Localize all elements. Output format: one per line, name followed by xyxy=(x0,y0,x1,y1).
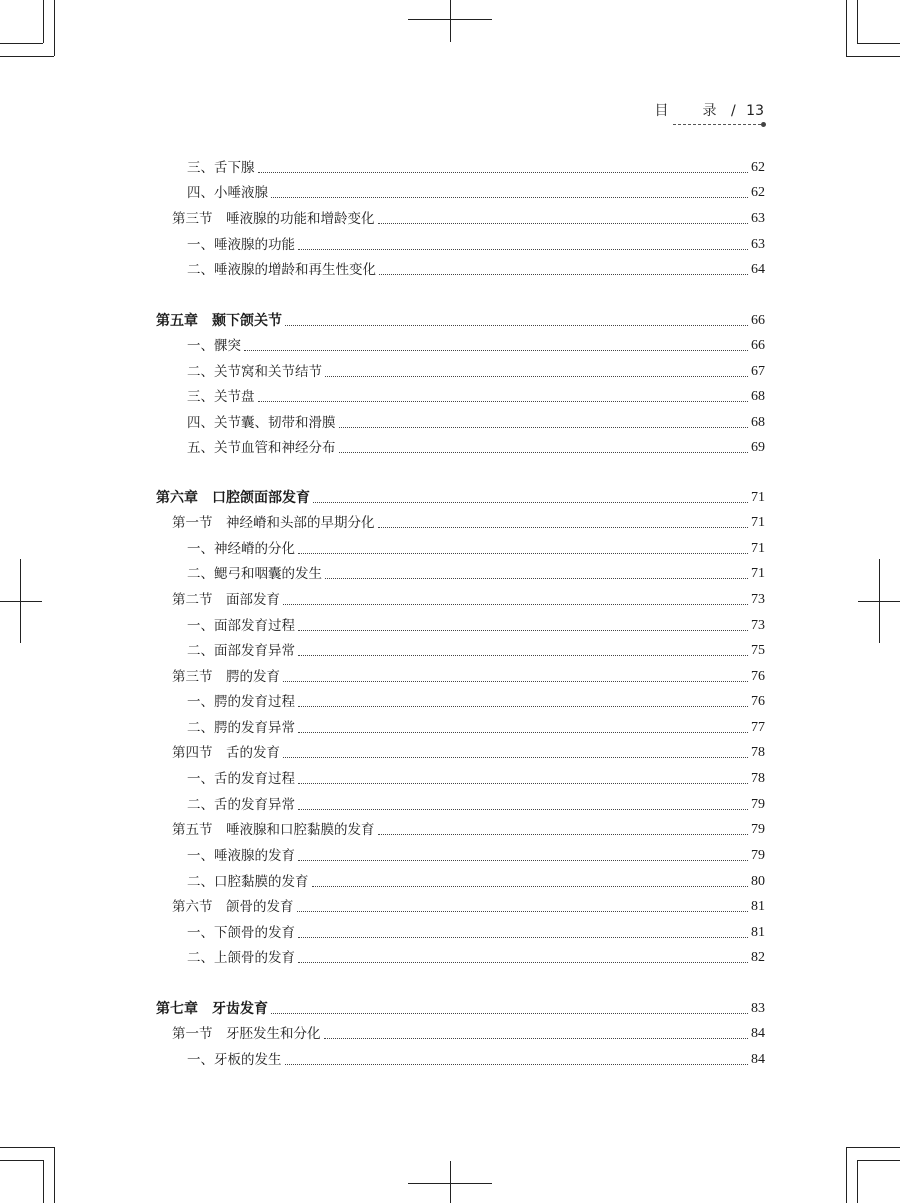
toc-entry-title: 二、面部发育异常 xyxy=(187,643,295,659)
dot-leader xyxy=(283,604,748,605)
dot-leader xyxy=(297,911,749,912)
dot-leader xyxy=(298,655,748,656)
dot-leader xyxy=(298,249,748,250)
toc-entry-title: 二、唾液腺的增龄和再生性变化 xyxy=(187,262,376,278)
toc-page-number: 67 xyxy=(751,364,765,379)
toc-entry-title: 一、唾液腺的功能 xyxy=(187,237,295,253)
dot-leader xyxy=(271,1013,748,1014)
dot-leader xyxy=(378,527,749,528)
dot-leader xyxy=(298,809,748,810)
toc-item xyxy=(0,413,900,433)
toc-entry-title: 一、腭的发育过程 xyxy=(187,694,295,710)
toc-page-number: 71 xyxy=(751,515,765,530)
toc-section xyxy=(0,590,900,610)
toc-page-number: 76 xyxy=(751,694,765,709)
toc-entry-title: 第五章 颞下颌关节 xyxy=(156,313,282,329)
dot-leader xyxy=(324,1038,749,1039)
toc-item xyxy=(0,769,900,789)
toc-item xyxy=(0,235,900,255)
toc-item xyxy=(0,692,900,712)
dot-leader xyxy=(285,325,748,326)
toc-page-number: 73 xyxy=(751,618,765,633)
dot-leader xyxy=(298,962,748,963)
toc-item xyxy=(0,183,900,203)
toc-item xyxy=(0,795,900,815)
dot-leader xyxy=(312,886,749,887)
toc-chapter xyxy=(0,999,900,1019)
toc-entry-title: 二、上颌骨的发育 xyxy=(187,950,295,966)
toc-item xyxy=(0,641,900,661)
header-separator: / xyxy=(731,103,736,119)
dot-leader xyxy=(298,706,748,707)
toc-page-number: 63 xyxy=(751,237,765,252)
dot-leader xyxy=(298,630,748,631)
toc-page-number: 71 xyxy=(751,566,765,581)
toc-item xyxy=(0,260,900,280)
dot-leader xyxy=(258,172,749,173)
toc-item xyxy=(0,336,900,356)
toc-page-number: 75 xyxy=(751,643,765,658)
toc-section xyxy=(0,743,900,763)
toc-entry-title: 一、唾液腺的发育 xyxy=(187,848,295,864)
toc-page-number: 84 xyxy=(751,1026,765,1041)
toc-page-number: 64 xyxy=(751,262,765,277)
toc-page-number: 66 xyxy=(751,338,765,353)
toc-entry-title: 一、面部发育过程 xyxy=(187,618,295,634)
toc-entry-title: 一、神经嵴的分化 xyxy=(187,541,295,557)
toc-page-number: 81 xyxy=(751,925,765,940)
dot-leader xyxy=(298,783,748,784)
toc-page-number: 84 xyxy=(751,1052,765,1067)
toc-entry-title: 第三节 腭的发育 xyxy=(172,669,280,685)
toc-page-number: 83 xyxy=(751,1001,765,1016)
toc-entry-title: 第六节 颌骨的发育 xyxy=(172,899,294,915)
toc-section xyxy=(0,897,900,917)
dot-leader xyxy=(283,681,748,682)
toc-entry-title: 二、鳃弓和咽囊的发生 xyxy=(187,566,322,582)
toc-item xyxy=(0,1050,900,1070)
dot-leader xyxy=(378,223,749,224)
toc-page-number: 68 xyxy=(751,415,765,430)
toc-entry-title: 二、腭的发育异常 xyxy=(187,720,295,736)
toc-entry-title: 三、舌下腺 xyxy=(187,160,255,176)
toc-page-number: 79 xyxy=(751,848,765,863)
dot-leader xyxy=(244,350,748,351)
dot-leader xyxy=(298,732,748,733)
toc-entry-title: 一、牙板的发生 xyxy=(187,1052,282,1068)
toc-item xyxy=(0,616,900,636)
toc-item xyxy=(0,872,900,892)
toc-page-number: 66 xyxy=(751,313,765,328)
toc-item xyxy=(0,948,900,968)
toc-page-number: 73 xyxy=(751,592,765,607)
toc-entry-title: 第五节 唾液腺和口腔黏膜的发育 xyxy=(172,822,375,838)
dot-leader xyxy=(325,578,748,579)
dot-leader xyxy=(298,937,748,938)
toc-entry-title: 一、舌的发育过程 xyxy=(187,771,295,787)
toc-item xyxy=(0,718,900,738)
header-title: 目 录 xyxy=(654,103,727,119)
toc-entry-title: 第一节 神经嵴和头部的早期分化 xyxy=(172,515,375,531)
toc-item xyxy=(0,564,900,584)
toc-page-number: 78 xyxy=(751,771,765,786)
dot-leader xyxy=(285,1064,749,1065)
toc-chapter xyxy=(0,311,900,331)
toc-page-number: 78 xyxy=(751,745,765,760)
toc-page-number: 82 xyxy=(751,950,765,965)
header-rule-dot xyxy=(761,122,766,127)
header-page-number: 13 xyxy=(746,103,764,119)
dot-leader xyxy=(298,553,748,554)
toc-entry-title: 第二节 面部发育 xyxy=(172,592,280,608)
dot-leader xyxy=(379,274,748,275)
dot-leader xyxy=(271,197,748,198)
dot-leader xyxy=(339,427,749,428)
dot-leader xyxy=(378,834,749,835)
toc-item xyxy=(0,362,900,382)
toc-entry-title: 第六章 口腔颌面部发育 xyxy=(156,490,310,506)
toc-entry-title: 第七章 牙齿发育 xyxy=(156,1001,268,1017)
toc-entry-title: 第四节 舌的发育 xyxy=(172,745,280,761)
dot-leader xyxy=(258,401,749,402)
running-header xyxy=(655,100,764,120)
toc-item xyxy=(0,846,900,866)
dot-leader xyxy=(339,452,749,453)
toc-entry-title: 二、舌的发育异常 xyxy=(187,797,295,813)
dot-leader xyxy=(325,376,748,377)
toc-page-number: 76 xyxy=(751,669,765,684)
toc-page-number: 69 xyxy=(751,440,765,455)
toc-entry-title: 二、关节窝和关节结节 xyxy=(187,364,322,380)
toc-page-number: 63 xyxy=(751,211,765,226)
toc-entry-title: 第一节 牙胚发生和分化 xyxy=(172,1026,321,1042)
toc-entry-title: 第三节 唾液腺的功能和增龄变化 xyxy=(172,211,375,227)
toc-page-number: 79 xyxy=(751,797,765,812)
toc-item xyxy=(0,539,900,559)
toc-section xyxy=(0,820,900,840)
toc-page-number: 81 xyxy=(751,899,765,914)
toc-entry-title: 五、关节血管和神经分布 xyxy=(187,440,336,456)
toc-section xyxy=(0,513,900,533)
dot-leader xyxy=(283,757,748,758)
toc-item xyxy=(0,158,900,178)
toc-page-number: 68 xyxy=(751,389,765,404)
toc-section xyxy=(0,1024,900,1044)
toc-entry-title: 四、小唾液腺 xyxy=(187,185,268,201)
toc-page-number: 62 xyxy=(751,185,765,200)
toc-section xyxy=(0,667,900,687)
toc-page-number: 71 xyxy=(751,541,765,556)
toc-entry-title: 一、髁突 xyxy=(187,338,241,354)
header-rule xyxy=(673,124,761,125)
toc-item xyxy=(0,387,900,407)
toc-entry-title: 一、下颌骨的发育 xyxy=(187,925,295,941)
toc-entry-title: 四、关节囊、韧带和滑膜 xyxy=(187,415,336,431)
toc-page-number: 79 xyxy=(751,822,765,837)
toc-item xyxy=(0,438,900,458)
toc-page-number: 62 xyxy=(751,160,765,175)
toc-entry-title: 三、关节盘 xyxy=(187,389,255,405)
toc-page-number: 77 xyxy=(751,720,765,735)
toc-page-number: 71 xyxy=(751,490,765,505)
toc-section xyxy=(0,209,900,229)
toc-page-number: 80 xyxy=(751,874,765,889)
toc-chapter xyxy=(0,488,900,508)
dot-leader xyxy=(298,860,748,861)
toc-entry-title: 二、口腔黏膜的发育 xyxy=(187,874,309,890)
toc-item xyxy=(0,923,900,943)
dot-leader xyxy=(313,502,748,503)
